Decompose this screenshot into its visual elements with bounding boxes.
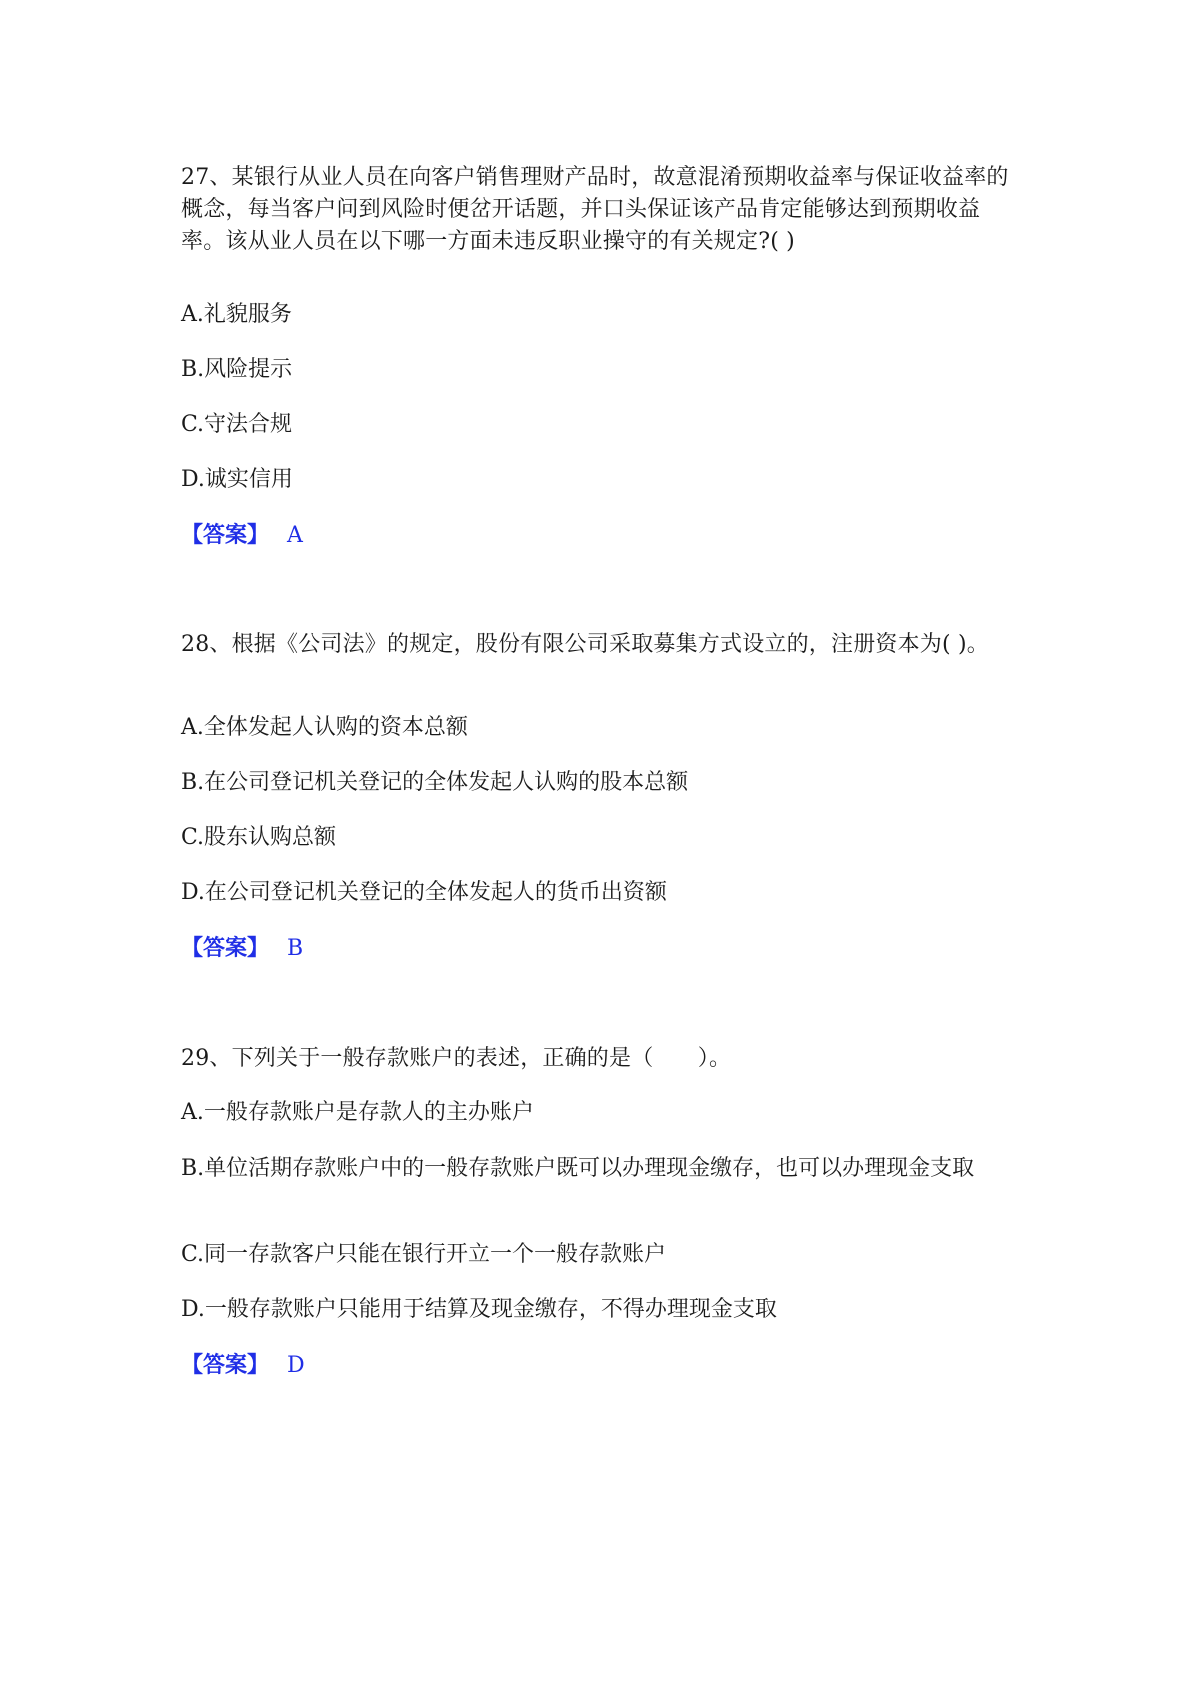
- answer-value: D: [287, 1353, 305, 1378]
- answer-value: A: [287, 523, 303, 548]
- option-d: D.在公司登记机关登记的全体发起人的货币出资额: [181, 880, 667, 905]
- answer-value: B: [287, 936, 304, 961]
- option-b: B.在公司登记机关登记的全体发起人认购的股本总额: [181, 770, 689, 795]
- answer-line: [181, 520, 303, 551]
- question-29: [181, 1043, 1011, 1423]
- option-a: A.礼貌服务: [181, 302, 292, 327]
- answer-label: 【答案】: [181, 522, 270, 548]
- question-27: [181, 162, 1011, 582]
- option-c: C.股东认购总额: [181, 825, 337, 850]
- answer-label: 【答案】: [181, 935, 270, 961]
- option-a: A.全体发起人认购的资本总额: [181, 715, 468, 740]
- question-stem: 28、根据《公司法》的规定，股份有限公司采取募集方式设立的，注册资本为( )。: [181, 632, 989, 657]
- option-d: D.一般存款账户只能用于结算及现金缴存，不得办理现金支取: [181, 1297, 777, 1322]
- option-b: B.风险提示: [181, 357, 293, 382]
- answer-line: [181, 1350, 305, 1381]
- question-stem: 27、某银行从业人员在向客户销售理财产品时，故意混淆预期收益率与保证收益率的概念，每当客户问到风险时便岔开话题，并口头保证该产品肯定能够达到预期收益率。该从业人员在以下哪一方面未违反职业操守的有关规定?( ): [181, 165, 1009, 254]
- option-b: B.单位活期存款账户中的一般存款账户既可以办理现金缴存，也可以办理现金支取: [181, 1156, 975, 1181]
- answer-line: [181, 933, 303, 964]
- question-28: [181, 629, 1011, 989]
- option-d: D.诚实信用: [181, 467, 293, 492]
- option-c: C.守法合规: [181, 412, 293, 437]
- answer-label: 【答案】: [181, 1352, 270, 1378]
- question-stem: 29、下列关于一般存款账户的表述，正确的是（ ）。: [181, 1046, 732, 1071]
- option-c: C.同一存款客户只能在银行开立一个一般存款账户: [181, 1242, 667, 1267]
- option-a: A.一般存款账户是存款人的主办账户: [181, 1100, 534, 1125]
